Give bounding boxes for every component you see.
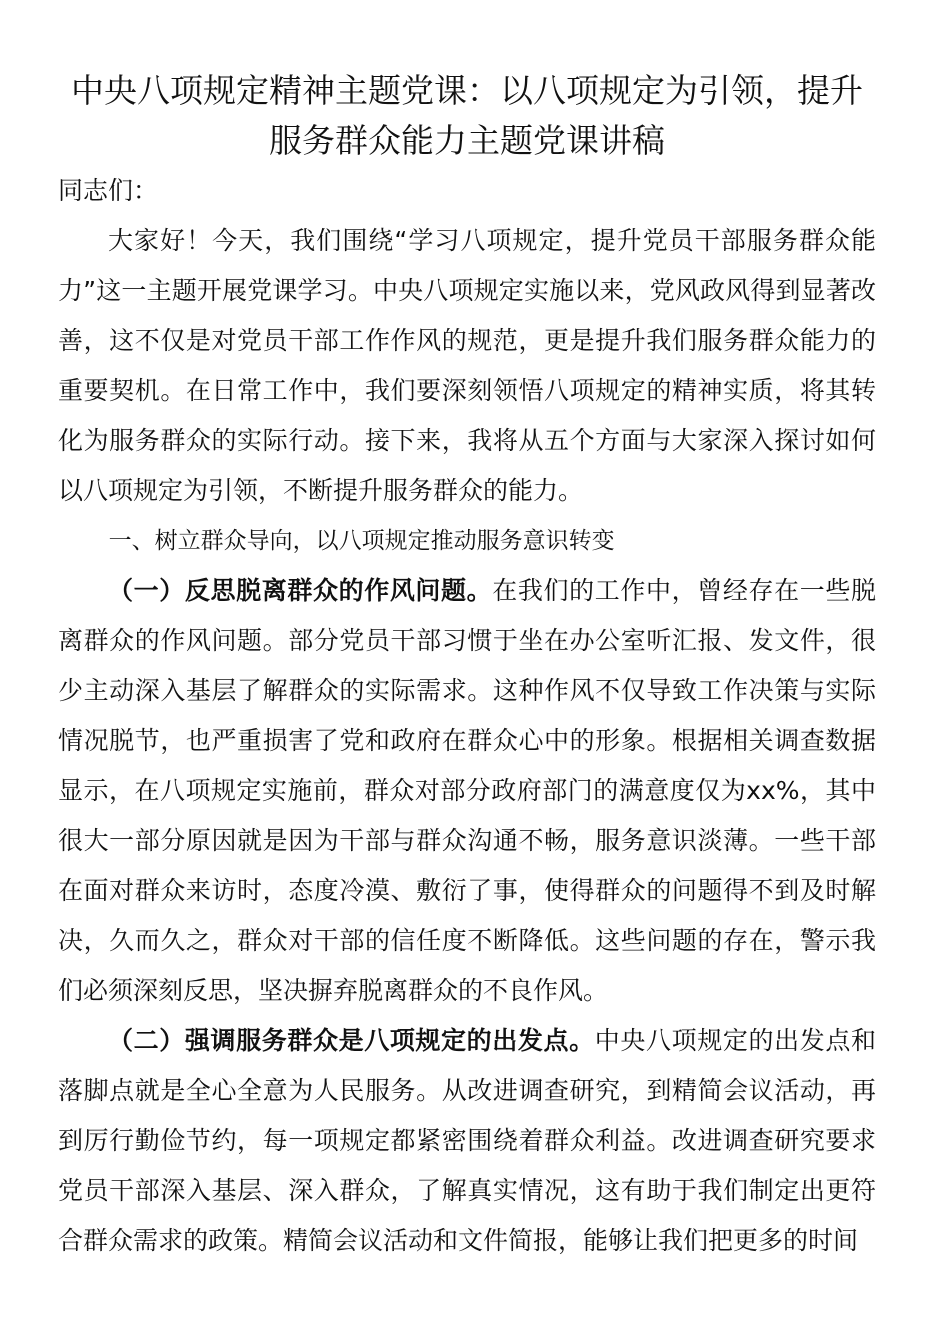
salutation: 同志们： xyxy=(58,176,159,205)
document-title: 中央八项规定精神主题党课：以八项规定为引领，提升服务群众能力主题党课讲稿 xyxy=(71,71,863,160)
subsection-2-body: 中央八项规定的出发点和落脚点就是全心全意为人民服务。从改进调查研究，到精简会议活动，再到厉行勤俭节约，每一项规定都紧密围绕着群众利益。改进调查研究要求党员干部深入基层、深入群众，了解真实情况，这有助于我们制定出更符合群众需求的政策。精简会议活动和文件简报，能够让我们把更多的时间 xyxy=(58,1026,876,1255)
subsection-1-body: 在我们的工作中，曾经存在一些脱离群众的作风问题。部分党员干部习惯于坐在办公室听汇报、发文件，很少主动深入基层了解群众的实际需求。这种作风不仅导致工作决策与实际情况脱节，也严重损害了党和政府在群众心中的形象。根据相关调查数据显示，在八项规定实施前，群众对部分政府部门的满意度仅为xx%，其中很大一部分原因就是因为干部与群众沟通不畅，服务意识淡薄。一些干部在面对群众来访时，态度冷漠、敷衍了事，使得群众的问题得不到及时解决，久而久之，群众对干部的信任度不断降低。这些问题的存在，警示我们必须深刻反思，坚决摒弃脱离群众的不良作风。 xyxy=(58,576,876,1005)
subsection-1-paragraph xyxy=(58,566,876,1016)
subsection-2-title: （二）强调服务群众是八项规定的出发点。 xyxy=(108,1026,595,1055)
subsection-1-title: （一）反思脱离群众的作风问题。 xyxy=(108,576,493,605)
section-1-heading: 一、树立群众导向，以八项规定推动服务意识转变 xyxy=(108,528,615,554)
document-page xyxy=(58,66,876,1266)
intro-paragraph: 大家好！今天，我们围绕“学习八项规定，提升党员干部服务群众能力”这一主题开展党课学习。中央八项规定实施以来，党风政风得到显著改善，这不仅是对党员干部工作作风的规范，更是提升我们服务群众能力的重要契机。在日常工作中，我们要深刻领悟八项规定的精神实质，将其转化为服务群众的实际行动。接下来，我将从五个方面与大家深入探讨如何以八项规定为引领，不断提升服务群众的能力。 xyxy=(58,226,876,505)
subsection-2-paragraph xyxy=(58,1016,876,1266)
